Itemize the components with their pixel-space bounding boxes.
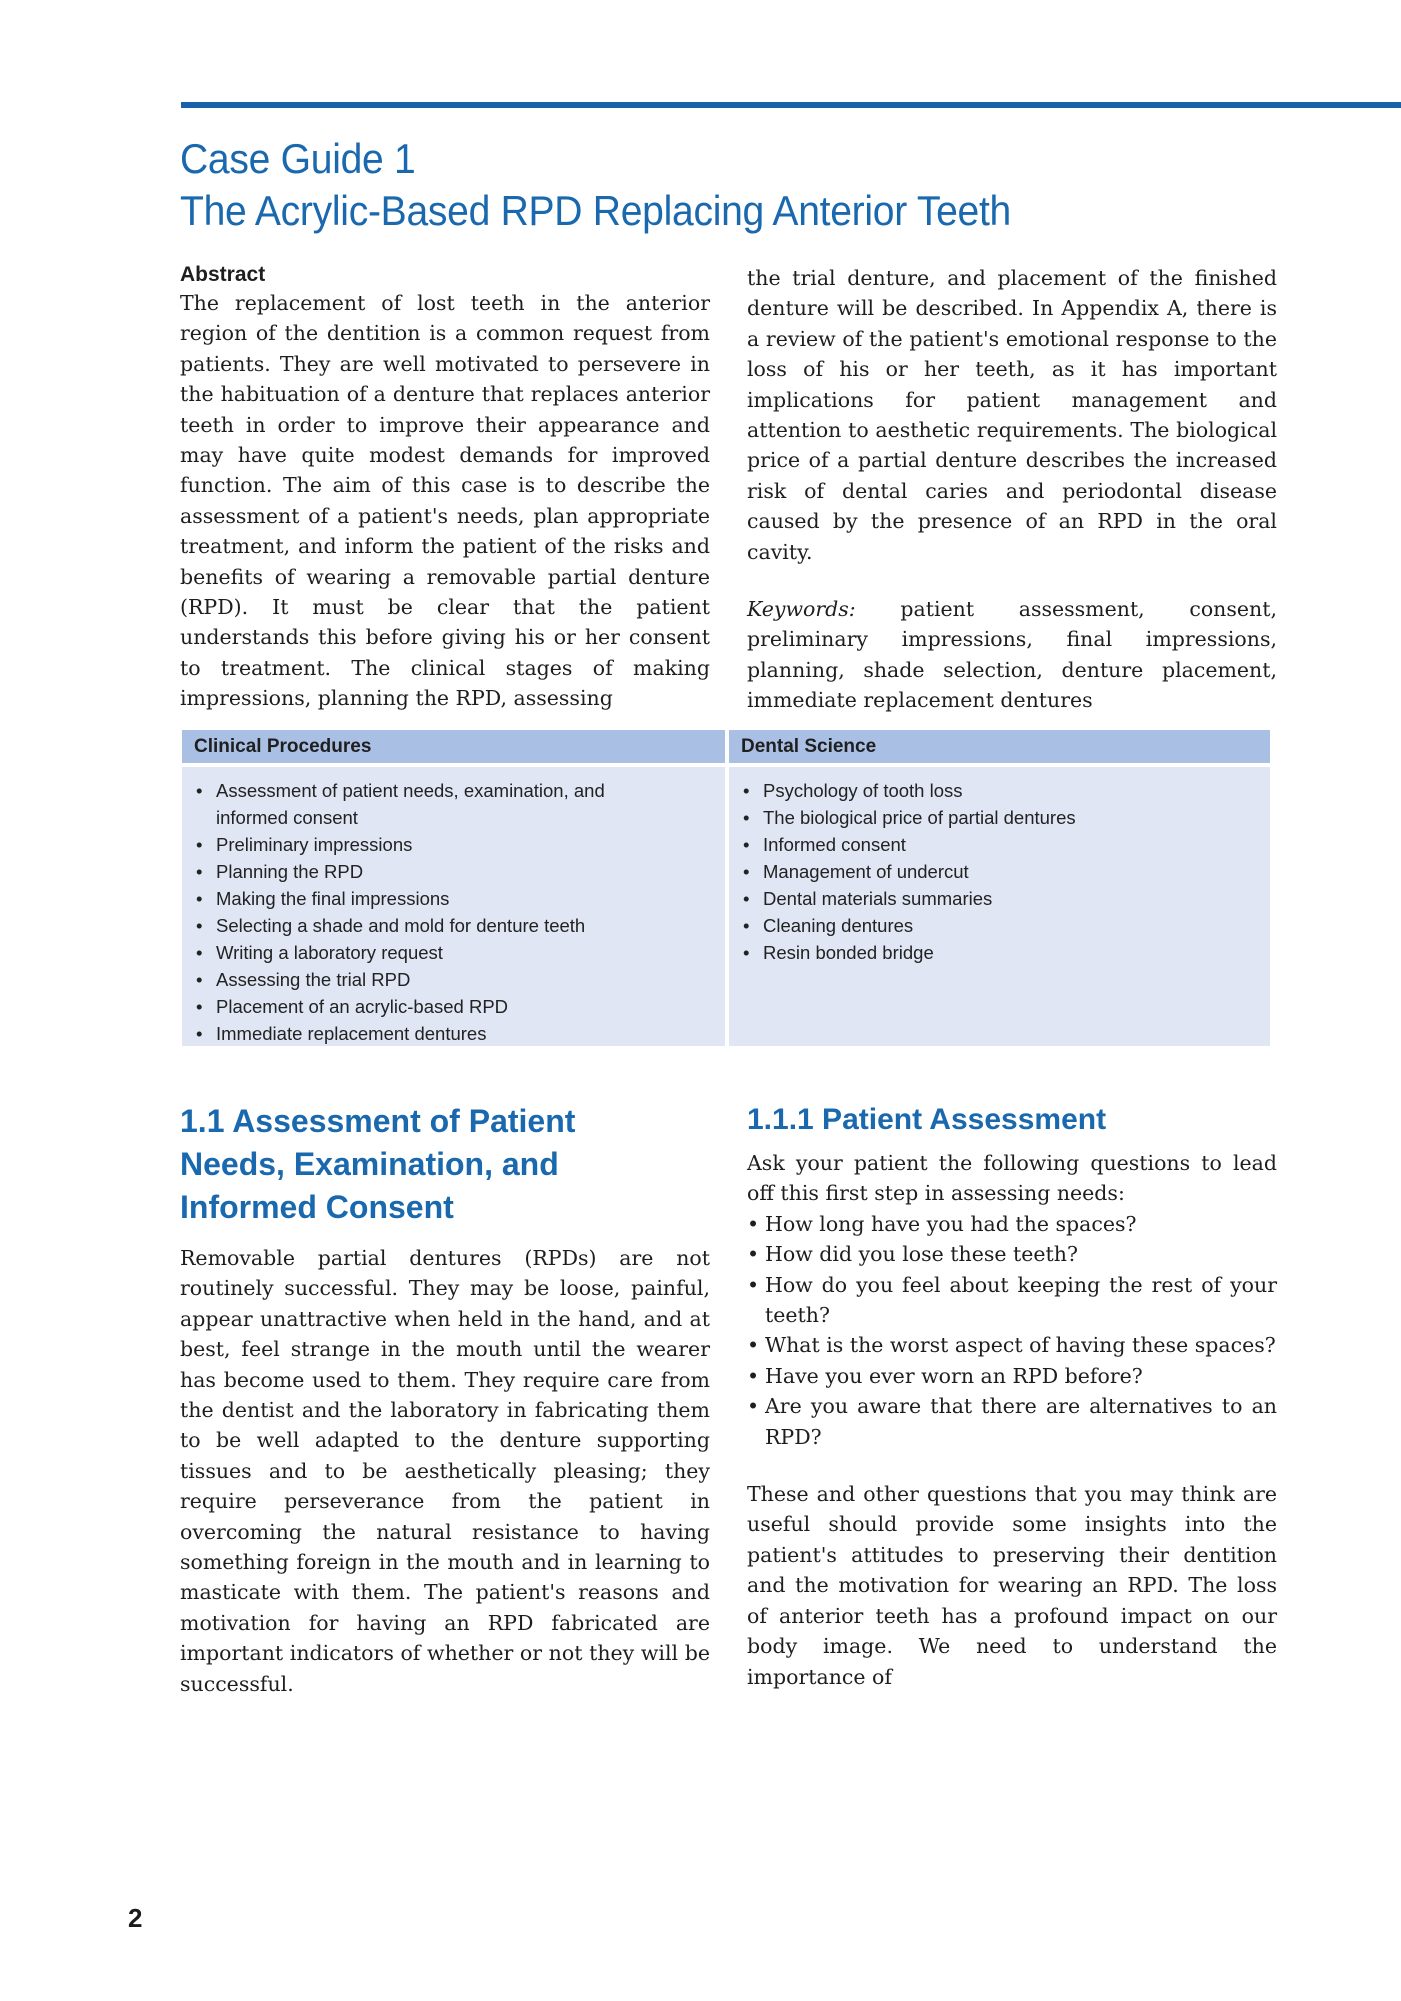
list-item: • Planning the RPD <box>196 858 725 885</box>
summary-table <box>182 730 1270 1046</box>
section-1-1 <box>180 1100 710 1699</box>
abstract-text-right: the trial denture, and placement of the finished denture will be described. In Appendix A, there is a review of the patient's emotional response to the loss of his or her teeth, as it has important implications for patient management and attention to aesthetic requirements. The biological price of a partial denture describes the increased risk of dental caries and periodontal disease caused by the presence of an RPD in the oral cavity. <box>747 266 1277 564</box>
keywords-list: patient assessment, consent, preliminary impressions, final impressions, planning, shade selection, denture placement, immediate replacement dentures <box>747 597 1277 713</box>
clinical-procedures-list <box>182 767 725 1047</box>
list-item: • How did you lose these teeth? <box>747 1239 1277 1269</box>
abstract-left-column <box>180 262 710 714</box>
table-header-clinical-procedures: Clinical Procedures <box>182 730 725 763</box>
page-number: 2 <box>128 1903 143 1933</box>
table-header-dental-science: Dental Science <box>729 730 1270 763</box>
list-item: • Have you ever worn an RPD before? <box>747 1361 1277 1391</box>
abstract-heading: Abstract <box>180 263 266 286</box>
list-item: • Dental materials summaries <box>743 885 1270 912</box>
list-item: • How long have you had the spaces? <box>747 1209 1277 1239</box>
list-item: • Psychology of tooth loss <box>743 777 1270 804</box>
case-guide-title: The Acrylic-Based RPD Replacing Anterior Teeth <box>180 187 1011 234</box>
keywords-label: Keywords: <box>747 597 856 622</box>
abstract-text-left: The replacement of lost teeth in the anterior region of the dentition is a common request from patients. They are well motivated to persevere in the habituation of a denture that replaces anterior teeth in order to improve their appearance and may have quite modest demands for improved function. The aim of this case is to describe the assessment of a patient's needs, plan appropriate treatment, and inform the patient of the risks and benefits of wearing a removable partial denture (RPD). It must be clear that the patient understands this before giving his or her consent to treatment. The clinical stages of making impressions, planning the RPD, assessing <box>180 291 710 711</box>
list-item: • Immediate replacement dentures <box>196 1020 725 1047</box>
section-1-1-1-body: These and other questions that you may think are useful should provide some insights into the patient's attitudes to preserving their dentition and the motivation for wearing an RPD. The loss of anterior teeth has a profound impact on our body image. We need to understand the importance of <box>747 1482 1277 1689</box>
dental-science-list <box>729 767 1270 966</box>
section-1-1-body: Removable partial dentures (RPDs) are not routinely successful. They may be loose, painful, appear unattractive when held in the hand, and at best, feel strange in the mouth until the wearer has become used to them. They require care from the dentist and the laboratory in fabricating them to be well adapted to the denture supporting tissues and to be aesthetically pleasing; they require perseverance from the patient in overcoming the natural resistance to having something foreign in the mouth and in learning to masticate with them. The patient's reasons and motivation for having an RPD fabricated are important indicators of whether or not they will be successful. <box>180 1246 710 1696</box>
list-item: • Preliminary impressions <box>196 831 725 858</box>
section-1-1-1 <box>747 1100 1277 1692</box>
list-item: • Assessing the trial RPD <box>196 966 725 993</box>
list-item: • Placement of an acrylic-based RPD <box>196 993 725 1020</box>
list-item: • Selecting a shade and mold for denture teeth <box>196 912 725 939</box>
list-item: • How do you feel about keeping the rest of your teeth? <box>747 1270 1277 1331</box>
list-item: • What is the worst aspect of having these spaces? <box>747 1330 1277 1360</box>
list-item: • The biological price of partial dentures <box>743 804 1270 831</box>
list-item: • Are you aware that there are alternatives to an RPD? <box>747 1391 1277 1452</box>
list-item: • Resin bonded bridge <box>743 939 1270 966</box>
abstract-right-column <box>747 263 1277 716</box>
section-heading-1-1-1: 1.1.1 Patient Assessment <box>747 1103 1107 1136</box>
list-item: • Assessment of patient needs, examination, and informed consent <box>196 777 725 831</box>
list-item: • Making the final impressions <box>196 885 725 912</box>
table-cell-clinical-procedures <box>182 767 725 1046</box>
page-title <box>180 133 1280 237</box>
list-item: • Management of undercut <box>743 858 1270 885</box>
case-guide-number: Case Guide 1 <box>180 135 416 182</box>
section-1-1-1-intro: Ask your patient the following questions to lead off this first step in assessing needs: <box>747 1151 1277 1206</box>
top-rule <box>181 102 1401 108</box>
list-item: • Cleaning dentures <box>743 912 1270 939</box>
keywords <box>747 594 1277 716</box>
list-item: • Writing a laboratory request <box>196 939 725 966</box>
table-cell-dental-science <box>729 767 1270 1046</box>
assessment-questions-list <box>747 1209 1277 1452</box>
list-item: • Informed consent <box>743 831 1270 858</box>
section-heading-1-1: 1.1 Assessment of Patient Needs, Examination, and Informed Consent <box>180 1103 576 1225</box>
